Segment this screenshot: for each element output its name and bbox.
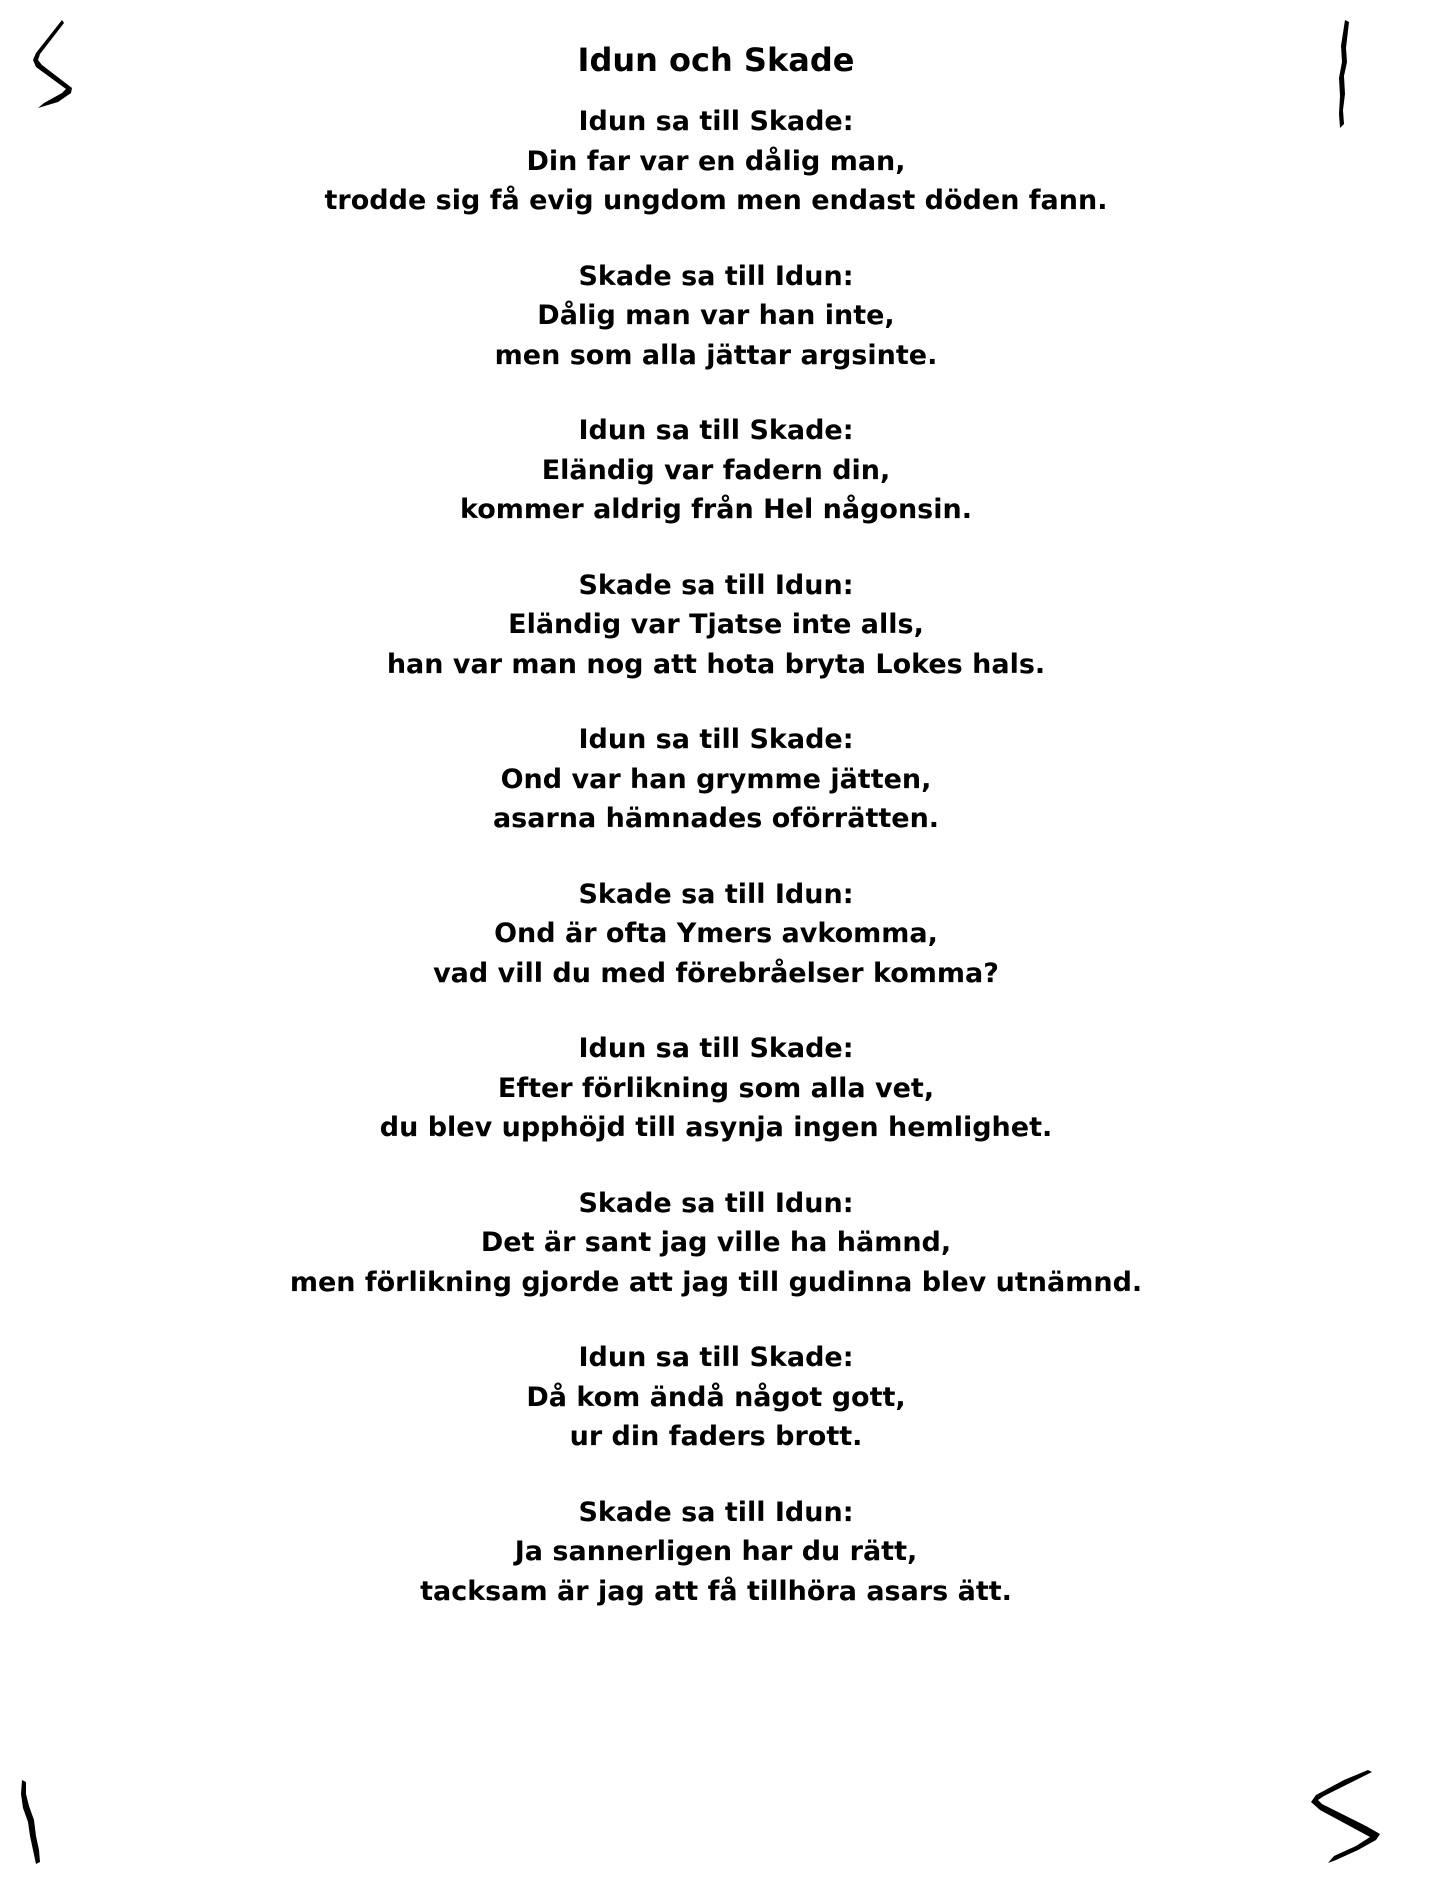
stanza-line: Efter förlikning som alla vet, (497, 1072, 935, 1104)
stanza-line: asarna hämnades oförrätten. (492, 803, 940, 834)
stanza-2 (0, 257, 1432, 376)
stanza-line: Ja sannerligen har du rätt, (514, 1536, 918, 1567)
poem (0, 38, 1432, 1647)
stanza-line: Det är sant jag ville ha hämnd, (480, 1227, 952, 1258)
stanza-line: han var man nog att hota bryta Lokes hals. (386, 648, 1046, 680)
stanza-line: ur din faders brott. (569, 1421, 863, 1452)
stanza-line: men förlikning gjorde att jag till gudinna blev utnämnd. (289, 1266, 1143, 1298)
stanza-line: Din far var en dålig man, (526, 145, 906, 177)
stanza-speaker: Idun sa till Skade: (578, 724, 854, 755)
bottom-right-rune-icon (1308, 1766, 1388, 1866)
stanza-speaker: Idun sa till Skade: (578, 1342, 854, 1373)
stanza-speaker: Skade sa till Idun: (578, 260, 854, 292)
stanza-8 (0, 1184, 1432, 1303)
stanza-4 (0, 566, 1432, 685)
stanza-speaker: Skade sa till Idun: (578, 569, 854, 601)
stanza-speaker: Skade sa till Idun: (578, 878, 854, 910)
stanza-line: Ond var han grymme jätten, (500, 763, 932, 795)
stanza-1 (0, 102, 1432, 221)
stanza-line: Eländig var fadern din, (541, 454, 891, 486)
stanza-speaker: Idun sa till Skade: (578, 1033, 854, 1064)
stanza-speaker: Idun sa till Skade: (578, 415, 854, 446)
stanza-7 (0, 1029, 1432, 1148)
stanza-speaker: Skade sa till Idun: (578, 1496, 854, 1528)
stanza-line: Då kom ändå något gott, (526, 1381, 906, 1413)
stanza-speaker: Skade sa till Idun: (578, 1187, 854, 1219)
stanza-5 (0, 720, 1432, 839)
bottom-left-rune-icon (14, 1778, 48, 1866)
stanza-line: Ond är ofta Ymers avkomma, (494, 918, 938, 949)
stanza-line: du blev upphöjd till asynja ingen hemlighet. (379, 1112, 1053, 1143)
stanza-line: tacksam är jag att få tillhöra asars ätt. (420, 1575, 1012, 1607)
stanza-line: men som alla jättar argsinte. (494, 339, 938, 371)
stanza-9 (0, 1338, 1432, 1457)
stanza-line: Dålig man var han inte, (537, 300, 895, 331)
stanza-line: Eländig var Tjatse inte alls, (508, 609, 924, 640)
stanza-6 (0, 875, 1432, 994)
stanza-line: vad vill du med förebråelser komma? (433, 957, 999, 989)
stanza-10 (0, 1493, 1432, 1612)
poem-title: Idun och Skade (577, 41, 855, 79)
stanza-line: trodde sig få evig ungdom men endast döden fann. (324, 185, 1108, 216)
stanza-speaker: Idun sa till Skade: (578, 106, 854, 137)
stanza-line: kommer aldrig från Hel någonsin. (460, 494, 972, 525)
stanza-3 (0, 411, 1432, 530)
